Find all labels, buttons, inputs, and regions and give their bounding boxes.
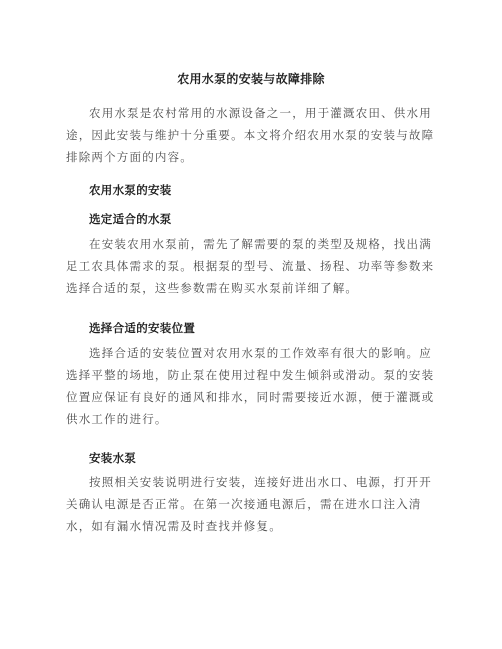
subheading-install-location: 选择合适的安装位置 — [89, 321, 196, 335]
paragraph-choose-pump: 在安装农用水泵前，需先了解需要的泵的类型及规格，找出满足工农具体需求的泵。根据泵的型号、流量、扬程、功率等参数来选择合适的泵，这些参数需在购买水泵前详细了解。 — [66, 237, 435, 295]
intro-paragraph: 农用水泵是农村常用的水源设备之一，用于灌溉农田、供水用途，因此安装与维护十分重要。本文将介绍农用水泵的安装与故障排除两个方面的内容。 — [66, 106, 435, 164]
subheading-choose-pump: 选定适合的水泵 — [89, 212, 172, 226]
subheading-install-pump: 安装水泵 — [89, 451, 137, 465]
paragraph-install-location: 选择合适的安装位置对农用水泵的工作效率有很大的影响。应选择平整的场地，防止泵在使用过程中发生倾斜或滑动。泵的安装位置应保证有良好的通风和排水，同时需要接近水源，便于灌溉或供水工作的进行。 — [66, 346, 435, 426]
document-title: 农用水泵的安装与故障排除 — [177, 72, 325, 86]
paragraph-install-pump: 按照相关安装说明进行安装，连接好进出水口、电源，打开开关确认电源是否正常。在第一次接通电源后，需在进水口注入清水，如有漏水情况需及时查找并修复。 — [66, 475, 432, 533]
section-heading: 农用水泵的安装 — [89, 183, 172, 197]
